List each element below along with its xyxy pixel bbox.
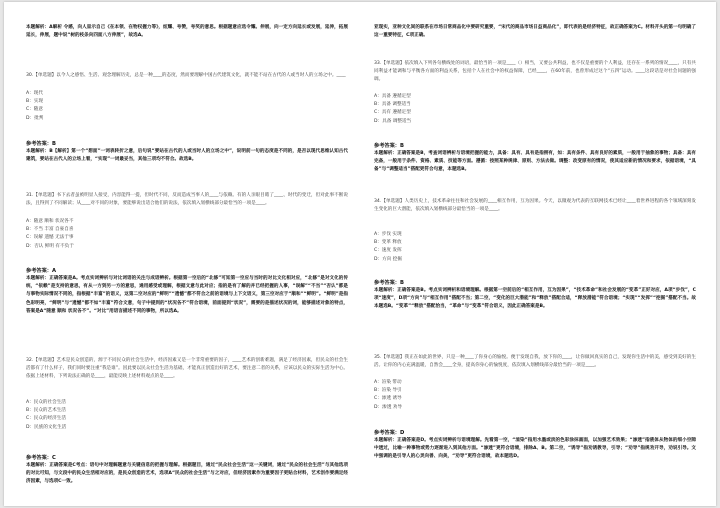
question-33-explanation <box>374 150 696 183</box>
reference-answer: 参考答案：D <box>374 430 405 436</box>
question-30-answer <box>26 140 348 148</box>
option-b: B：具备 调整适当 <box>374 102 411 108</box>
option-c: C：渗透 诱导 <box>374 396 402 402</box>
question-33-stem <box>374 60 696 93</box>
question-31-stem <box>26 192 348 217</box>
explanation-text: 本题解析：正确答案是B，考查词语辨析与语境把握的能力，具备：具有、具有是指拥有，如：具有条件、具有良好的素质，一般用于抽象的事物；具备：具有完备，一般用于条件、资格、素质、技能等方面。遵循：按照某种规律、原则、方法去做。调整：改变原有的情况，使其适应新的情况和要求，依据语境，“具备”与“调整适当”搭配更符合句意，本题选B。 <box>374 151 696 173</box>
option-d: D：具备 调整适当 <box>374 118 412 124</box>
reference-answer: 参考答案：C <box>26 455 56 461</box>
question-32-options <box>26 399 348 439</box>
option-d: D：民族的文化生活 <box>26 424 67 430</box>
question-31-explanation <box>26 275 348 333</box>
question-32-stem <box>26 357 348 399</box>
option-a: A：具备 遵循定型 <box>374 94 411 99</box>
option-a: A：步伐 实现 <box>374 232 402 237</box>
prev-explanation-right <box>374 24 696 41</box>
reference-answer: 参考答案：B <box>26 141 56 147</box>
option-c: C：随意 <box>26 107 43 113</box>
question-30-options <box>26 90 348 130</box>
question-34-options <box>374 231 696 271</box>
reference-answer: 参考答案：B <box>374 143 404 149</box>
question-33-answer <box>374 142 696 150</box>
explanation-text: 本题解析：正确答案是C考点：语句中对理解题意与关键信息的把握与理解。根据题目，通过“民众社会生活”这一关键词，通过“民众的社会生活”与其他选项的对比可知，与文段中的民众生活相对应的，是民众创造的艺术，选项A“民众的社会生活”与之对应，但经济因素作为重要因子更贴合材料，艺术创作要满足经济因素，与选项C一致。 <box>26 463 348 485</box>
option-a: A：现代 <box>26 91 43 96</box>
option-b: B：变革 释放 <box>374 240 402 246</box>
question-31-options <box>26 218 348 258</box>
question-31-answer <box>26 267 348 275</box>
option-d: D：否认 鲜明 有不负于 <box>26 243 74 249</box>
option-b: B：渲染 导引 <box>374 388 402 394</box>
question-33-options <box>374 93 696 133</box>
option-b: B：实现 <box>26 99 43 105</box>
option-c: C：速度 发挥 <box>374 248 402 254</box>
question-stem: 33.【单选题】依次填入下列各句横线处的词语，最恰当的一项是____（）相当，又要公共利益，也不仅是重要的个人利益，还存在一系列的情况____，只有共同利益才能调和与平衡各方面的利益关系，包括个人在社会中的权益保障，已经____，在60年前，也曾形成过这个“五四”运动。____这段话是对社会问题的强调。 <box>374 61 696 83</box>
option-d: D：批判 <box>26 115 44 121</box>
question-30-stem <box>26 72 348 90</box>
question-stem: 34.【单选题】人类历史上，技术革命往往和社会发展的____相互作用，互为因果。今天，以微观为代表的互联网技术已经让____着世界进程的各个领域深刻发生变化的巨大潜能，依次填入划横线部分最恰当的一项是____。 <box>374 199 696 213</box>
reference-answer: 参考答案：A <box>26 268 56 274</box>
reference-answer: 参考答案：B <box>374 280 404 286</box>
explanation-text: 本题解析：A解析 令感，向人显示自己《在本领、在物权握力等》，炫耀、夸赞，夸奖的意思。根据题意应选令耀。伸展，向一定方向延长或发展，延伸，拓展延长，伸展，题中说“树的枝条向四面八方伸展”，故选A。 <box>26 25 348 39</box>
question-stem: 30.【单选题】以今人之感悟、生活、观念理解历史，总是一种____的态度，然而要理解中国古代建筑文化，就不能不站在古代的人或当时人的立场之中。____ <box>26 73 346 78</box>
option-d: D：渗透 劝导 <box>374 404 402 410</box>
question-30-explanation <box>26 148 348 173</box>
option-a: A：渲染 带动 <box>374 380 402 385</box>
explanation-text: 本题解析：正确答案是D。考点实词辨析与语境理解。先看第一空，“渲染”指用水墨或淡的色彩涂抹画面，以加强艺术效果；“渗透”指液体从物体的细小空隙中透过，比喻一种事物或势力逐渐进入到其他方面。“渗透”更符合语境，排除A、B。第二空，“诱导”指劝诱教导，引导；“劝导”指规劝开导，劝说引导。文中强调的是引导人的心灵向善、向美，“劝导”更符合语境，故本题选D。 <box>374 438 696 460</box>
option-b: B：民众的艺术生活 <box>26 408 66 414</box>
option-d: D：方向 挖掘 <box>374 256 402 262</box>
option-c: C：具有 遵循定型 <box>374 110 411 116</box>
explanation-text: 本题解析：正确答案是B。考点实词辨析和语境理解。根据第一空前后的“相互作用，互为因果”，“技术革命”和社会发展的“变革”正好对应，A项“步伐”，C项“速度”，D项“方向”与“相互作用”搭配不当；第二空，“变化的巨大潜能”和“释放”搭配合适，“释放潜能”符合语境；“实现”“发挥”“挖掘”搭配不当。故本题选B。“变革”“释放”搭配恰当，“革命”与“变革”符合语义，因此正确答案是B。 <box>374 288 696 310</box>
option-c: C：民众的经济生活 <box>26 416 66 422</box>
question-34-stem <box>374 198 696 231</box>
question-stem: 35.【单选题】我正在如此的世界，只是一种____了你身心的愉悦。便于发现自我，放下你的____，让你做回真实的自己，发现你生活中的美，感受到美好的生活。让你的内心充满温暖，自然会____全身，提高你身心的愉悦度，依次填入划横线部分最恰当的一项是____。 <box>374 355 696 369</box>
document-page <box>4 2 716 506</box>
prev-explanation-left <box>26 24 348 52</box>
option-a: A：随意 顺和 状况各不 <box>26 219 74 224</box>
question-35-options <box>374 379 696 419</box>
question-32-explanation <box>26 462 348 487</box>
question-stem: 32.【单选题】艺术是民众创造的，源于不同民众的社会生活中，经济因素又是一个非常重要的因子，____艺术的创新难题，满足了经济因素，但民众的社会生活都有了什么样子，我们同时要注重“我是谁”。因此要以民众社会生活为基础，才能真正创造出好的艺术，要注意二者的关系，应该以民众的实际生活为中心。依据上述材料，下列说法正确的是____，最能反映上述材料观点的是____。 <box>26 358 348 380</box>
question-35-answer <box>374 429 696 437</box>
question-34-answer <box>374 279 696 287</box>
option-c: C：误解 遗憾 无法于事 <box>26 235 74 241</box>
option-b: B：不当 丰富 自豪自喜 <box>26 227 74 233</box>
question-34-explanation <box>374 287 696 337</box>
explanation-text: 亚现实，亚种文化间的联系在市场日常商品化中要研究重要，“宋代的商品市场日益商品化”，即代表的是经济特征，故正确答案为C。材料开头的第一句明确了这一重要特征，C项正确。 <box>374 25 696 39</box>
question-32-answer <box>26 454 348 462</box>
explanation-text: 本题解析：B【解析】第一个“想面”一词表转折之意，后句说“要站在古代的人或当时人的立场之中”，说明前一句的态度是不同的，是否以现代思维认知古代建筑，要站在古代人的立场上看，“实现”一词最妥当，其他三项均不符合。故选B。 <box>26 149 348 163</box>
option-a: A：民众的社会生活 <box>26 400 66 405</box>
explanation-text: 本题解析：正确答案是A。考点实词辨析与对比词语的关注与成语辨析。根据第一空后的“北修”可知第一空应与当时的对比文化相对应，“北修”是对文化的传统，“依赖”是支持的意思，有从一方到另一方的意思，通用感受或理解，根据文意与此对应；指的是有了解的并已经把握的人事，“误解”“不当”“否认”都是与事物实际情况不同的，指根据“丰富”的语义，这第二空对应的“鲜明”“遗憾”都不符合之前的语境与上下文语义，第三空对应于“顺和”“鲜明”。“鲜明”是指色彩明亮，“鲜明”与“遗憾”都不如“丰富”符合文意，句子中提到的“状况各不”符合语境，前面提到“状况”，需要的是描述状况的词，能够描述对象的特点，答案是A“随意 顺和 状况各不”。“对比”用语言描述不同的事物，所以选A。 <box>26 276 348 314</box>
question-35-explanation <box>374 437 696 487</box>
question-35-stem <box>374 354 696 379</box>
question-stem: 31.【单选题】书下去者虽被明显人接受，内容能得一提，但时代不同，反而造成当事人的____与依赖。有的人亲眼目睹了____、时代的变迁，但对此事不断说法，且得到了不同解读；从____对不同的对象，要能够说出适合他们的说法，依次填入划横线部分最恰当的一项是____。 <box>26 193 348 207</box>
